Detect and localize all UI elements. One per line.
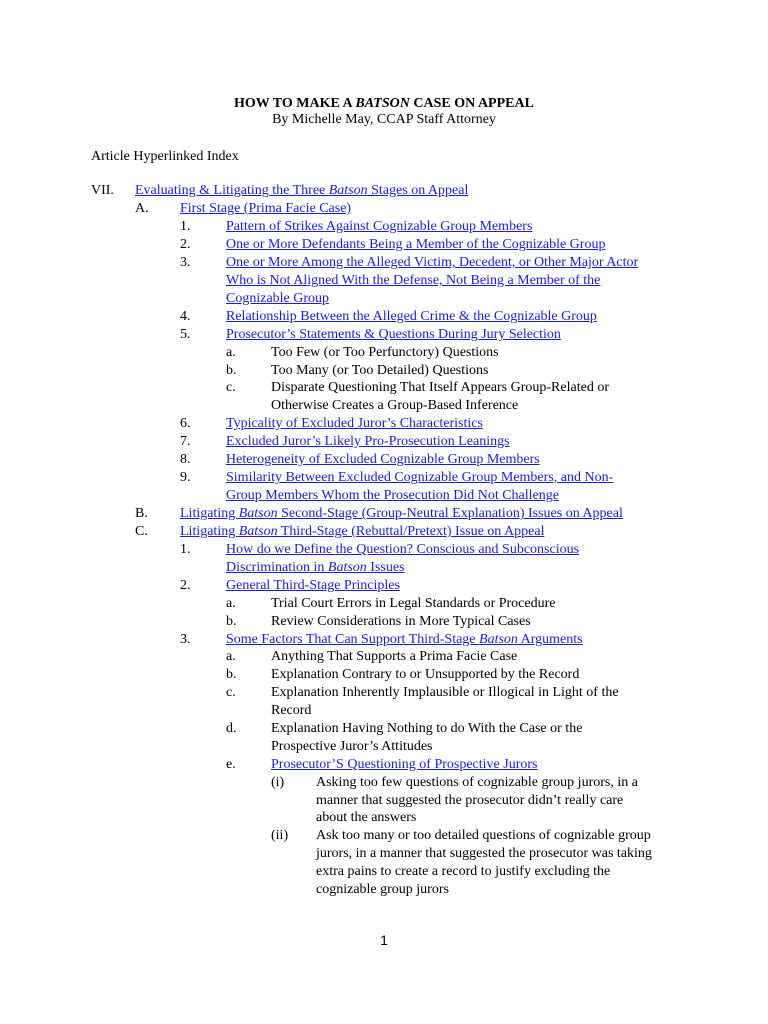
outline-text-c3d-line-2: Prospective Juror’s Attitudes [271,739,433,754]
link-vii-evaluating-litigating[interactable]: Evaluating & Litigating the Three Batson Stages on Appeal [135,183,469,198]
outline-text-c3e-i-line-2: manner that suggested the prosecutor didn’t really care [316,793,624,808]
outline-text-c2b: Review Considerations in More Typical Cases [271,614,531,629]
outline-text-c2a: Trial Court Errors in Legal Standards or Procedure [271,596,556,611]
document-title: HOW TO MAKE A BATSON CASE ON APPEAL [234,96,534,111]
link-a9-similarity-line-2[interactable]: Group Members Whom the Prosecution Did Not Challenge [226,488,559,503]
outline-text-c3b: Explanation Contrary to or Unsupported by the Record [271,667,580,682]
outline-label-c3a: a. [226,649,236,664]
outline-label-b: B. [135,506,148,521]
outline-label-a6: 6. [180,416,191,431]
outline-label-c3c: c. [226,685,236,700]
link-a2-defendants-member[interactable]: One or More Defendants Being a Member of the Cognizable Group [226,237,606,252]
outline-text-c3c-line-2: Record [271,703,312,718]
link-b-second-stage[interactable]: Litigating Batson Second-Stage (Group-Neutral Explanation) Issues on Appeal [180,506,623,521]
outline-label-c3e-i: (i) [271,775,285,790]
outline-label-a: A. [135,201,149,216]
index-label: Article Hyperlinked Index [91,149,239,164]
outline-label-c3d: d. [226,721,237,736]
outline-label-a4: 4. [180,309,191,324]
outline-label-a5c: c. [226,380,236,395]
outline-label-a5b: b. [226,363,237,378]
outline-text-c3a: Anything That Supports a Prima Facie Case [271,649,518,664]
link-a9-similarity-line-1[interactable]: Similarity Between Excluded Cognizable Group Members, and Non- [226,470,614,485]
outline-text-c3e-ii-line-4: cognizable group jurors [316,882,449,897]
outline-text-c3e-ii-line-2: jurors, in a manner that suggested the prosecutor was taking [316,846,652,861]
outline-text-c3e-i-line-3: about the answers [316,810,417,825]
outline-label-a1: 1. [180,219,191,234]
link-c1-define-question-line-1[interactable]: How do we Define the Question? Conscious and Subconscious [226,542,580,557]
link-a-first-stage[interactable]: First Stage (Prima Facie Case) [180,201,352,216]
document-byline: By Michelle May, CCAP Staff Attorney [272,112,496,127]
outline-text-c3c-line-1: Explanation Inherently Implausible or Illogical in Light of the [271,685,619,700]
outline-label-a2: 2. [180,237,191,252]
outline-label-c1: 1. [180,542,191,557]
link-a8-heterogeneity[interactable]: Heterogeneity of Excluded Cognizable Group Members [226,452,540,467]
link-c3e-prosecutor-questioning[interactable]: Prosecutor’S Questioning of Prospective Jurors [271,757,538,772]
link-a4-relationship[interactable]: Relationship Between the Alleged Crime & the Cognizable Group [226,309,597,324]
link-c1-define-question-line-2[interactable]: Discrimination in Batson Issues [226,560,405,575]
link-a6-typicality[interactable]: Typicality of Excluded Juror’s Characteristics [226,416,483,431]
outline-label-c: C. [135,524,148,539]
outline-label-c2b: b. [226,614,237,629]
link-a1-pattern-of-strikes[interactable]: Pattern of Strikes Against Cognizable Group Members [226,219,533,234]
link-a3-victim-line-3[interactable]: Cognizable Group [226,291,330,306]
outline-label-c3b: b. [226,667,237,682]
outline-text-a5a: Too Few (or Too Perfunctory) Questions [271,345,499,360]
link-a3-victim-line-1[interactable]: One or More Among the Alleged Victim, Decedent, or Other Major Actor [226,255,639,270]
outline-label-c2: 2. [180,578,191,593]
outline-text-c3e-ii-line-1: Ask too many or too detailed questions of cognizable group [316,828,651,843]
outline-label-vii: VII. [91,183,114,198]
outline-text-a5b: Too Many (or Too Detailed) Questions [271,363,489,378]
outline-label-c3e-ii: (ii) [271,828,289,843]
outline-label-c3: 3. [180,632,191,647]
link-a5-prosecutor-statements[interactable]: Prosecutor’s Statements & Questions During Jury Selection [226,327,561,342]
outline-text-a5c-line-1: Disparate Questioning That Itself Appears Group-Related or [271,380,609,395]
outline-text-a5c-line-2: Otherwise Creates a Group-Based Inference [271,398,519,413]
page-number: 1 [380,932,388,948]
link-a7-pro-prosecution[interactable]: Excluded Juror’s Likely Pro-Prosecution Leanings [226,434,510,449]
outline-label-c2a: a. [226,596,236,611]
outline-text-c3e-i-line-1: Asking too few questions of cognizable group jurors, in a [316,775,638,790]
outline-label-a5a: a. [226,345,236,360]
outline-label-a9: 9. [180,470,191,485]
outline-label-a7: 7. [180,434,191,449]
outline-text-c3e-ii-line-3: extra pains to create a record to justify excluding the [316,864,611,879]
outline-label-a3: 3. [180,255,191,270]
outline-text-c3d-line-1: Explanation Having Nothing to do With the Case or the [271,721,583,736]
link-c2-general-principles[interactable]: General Third-Stage Principles [226,578,400,593]
outline-label-a5: 5. [180,327,191,342]
link-c-third-stage[interactable]: Litigating Batson Third-Stage (Rebuttal/Pretext) Issue on Appeal [180,524,545,539]
link-a3-victim-line-2[interactable]: Who is Not Aligned With the Defense, Not Being a Member of the [226,273,601,288]
link-c3-some-factors[interactable]: Some Factors That Can Support Third-Stage Batson Arguments [226,632,583,647]
outline-label-c3e: e. [226,757,236,772]
outline-label-a8: 8. [180,452,191,467]
